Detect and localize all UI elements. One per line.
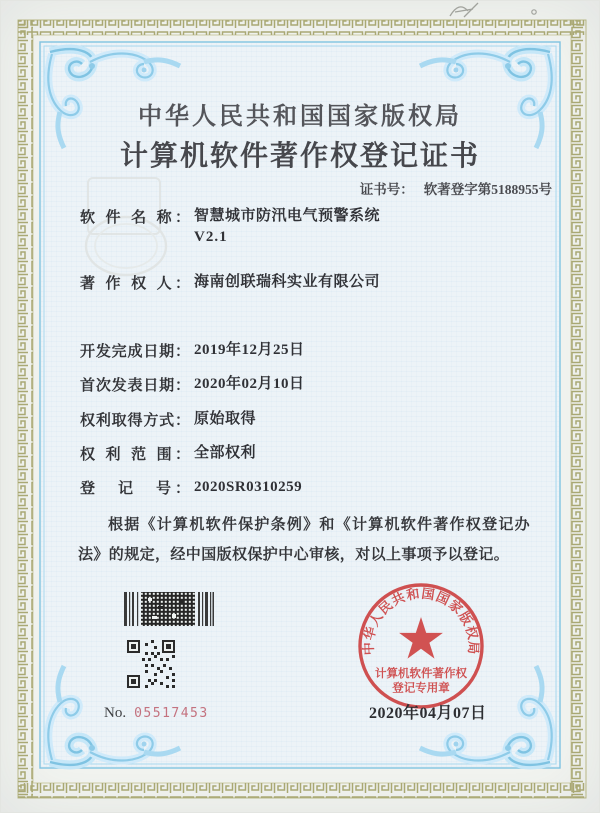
seal-ring-text: 中华人民共和国国家版权局 <box>360 585 482 656</box>
seal-line1: 计算机软件著作权 <box>375 668 467 680</box>
completion-date-value: 2019年12月25日 <box>194 342 305 358</box>
field-label: 权利取得方式： <box>80 413 190 429</box>
serial-value: 05517453 <box>134 706 209 721</box>
serial-label: No. <box>104 705 127 721</box>
acquisition-method-value: 原始取得 <box>194 411 257 427</box>
field-copyright-owner <box>80 272 380 293</box>
software-version-value: V2.1 <box>194 229 228 245</box>
certificate-title: 计算机软件著作权登记证书 <box>119 141 480 172</box>
field-label: 软 件 名 称： <box>80 210 190 226</box>
certificate-number-label: 证书号： <box>359 182 414 197</box>
field-label: 登 记 号： <box>80 481 190 497</box>
registration-number-value: 2020SR0310259 <box>194 479 303 495</box>
serial-number <box>104 705 209 722</box>
field-registration-number <box>80 477 302 498</box>
field-rights-scope <box>80 443 256 464</box>
official-seal <box>349 574 493 718</box>
certificate-number-value: 软著登字第5188955号 <box>423 182 552 197</box>
pencil-annotation <box>450 3 536 17</box>
field-acquisition-method <box>80 409 256 430</box>
registration-date: 2020年04月07日 <box>369 705 487 722</box>
barcode <box>124 592 214 626</box>
field-label: 首次发表日期： <box>80 378 190 394</box>
rights-scope-value: 全部权利 <box>194 445 257 461</box>
qr-code <box>127 640 175 688</box>
field-label: 著 作 权 人： <box>80 276 190 292</box>
registration-statement: 根据《计算机软件保护条例》和《计算机软件著作权登记办法》的规定，经中国版权保护中心审核，对以上事项予以登记。 <box>78 517 530 563</box>
field-software-name <box>80 206 380 248</box>
field-completion-date <box>80 340 305 361</box>
issuing-authority: 中华人民共和国国家版权局 <box>138 104 462 130</box>
first-publication-date-value: 2020年02月10日 <box>194 376 305 392</box>
seal-star-icon <box>399 617 443 659</box>
copyright-owner-value: 海南创联瑞科实业有限公司 <box>194 274 381 290</box>
field-first-publication-date <box>80 374 305 395</box>
field-label: 权 利 范 围： <box>80 447 190 463</box>
certificate-number <box>360 178 552 198</box>
seal-line2: 登记专用章 <box>392 682 450 695</box>
field-label: 开发完成日期： <box>80 344 190 360</box>
software-name-value: 智慧城市防汛电气预警系统 <box>194 208 381 224</box>
